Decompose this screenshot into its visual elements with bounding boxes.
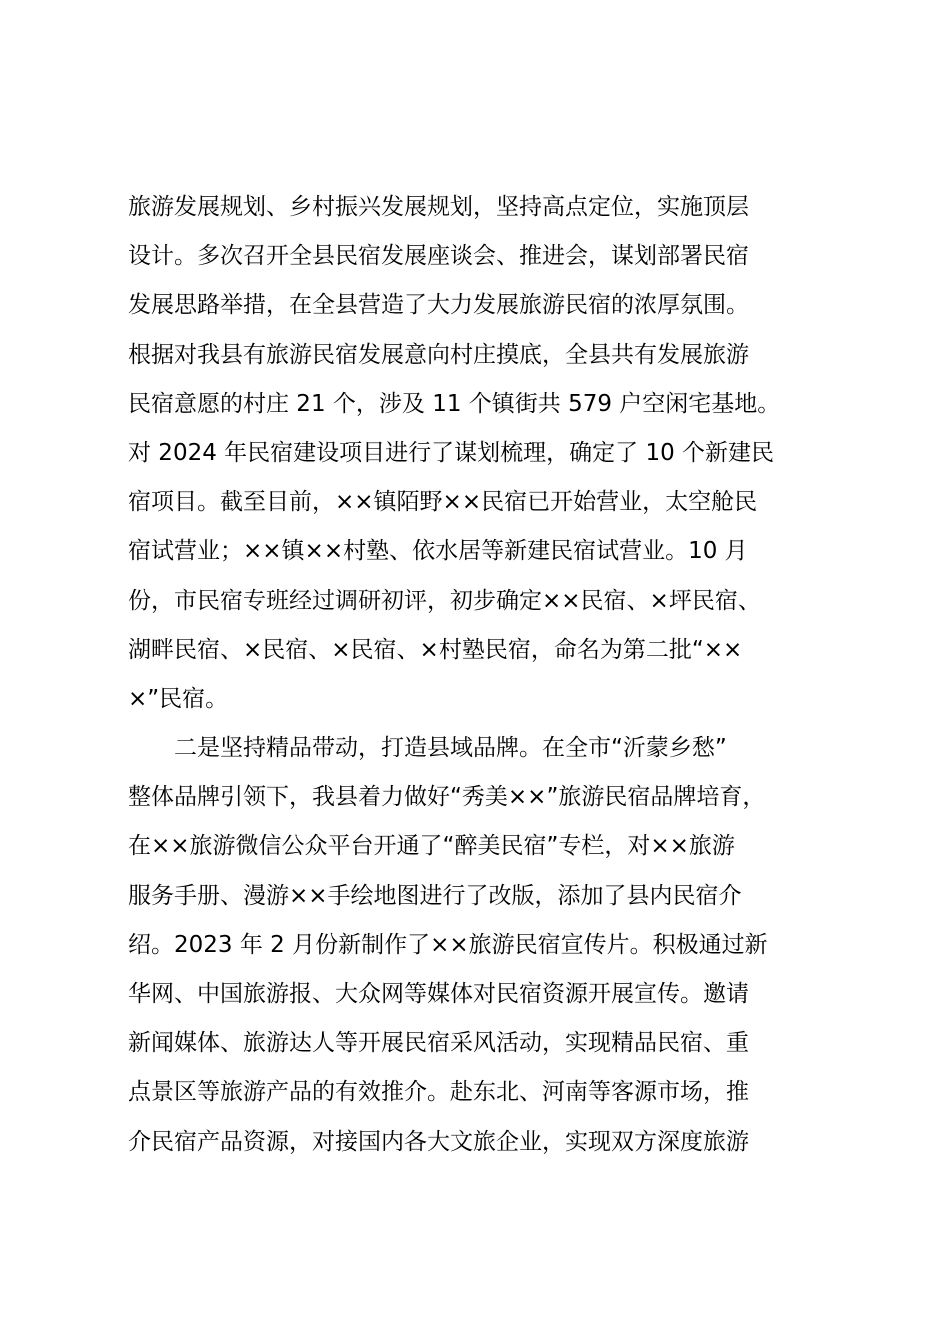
text-line: 设计。多次召开全县民宿发展座谈会、推进会，谋划部署民宿 — [128, 243, 749, 270]
text-line: 宿项目。截至目前，××镇陌野××民宿已开始营业，太空舱民 — [128, 489, 758, 516]
text-line: 绍。2023 年 2 月份新制作了××旅游民宿宣传片。积极通过新 — [128, 931, 768, 958]
text-line: 整体品牌引领下，我县着力做好“秀美××”旅游民宿品牌培育， — [128, 784, 766, 811]
text-line: 宿试营业；××镇××村塾、依水居等新建民宿试营业。10 月 — [128, 538, 748, 565]
text-line: 在××旅游微信公众平台开通了“醉美民宿”专栏，对××旅游 — [128, 833, 735, 860]
text-line: 民宿意愿的村庄 21 个，涉及 11 个镇街共 579 户空闲宅基地。 — [128, 390, 781, 417]
text-line: ×”民宿。 — [128, 685, 229, 712]
text-line: 点景区等旅游产品的有效推介。赴东北、河南等客源市场，推 — [128, 1079, 749, 1106]
text-line: 二是坚持精品带动，打造县域品牌。在全市“沂蒙乡愁” — [128, 735, 727, 762]
text-line: 介民宿产品资源，对接国内各大文旅企业，实现双方深度旅游 — [128, 1128, 749, 1155]
text-line: 服务手册、漫游××手绘地图进行了改版，添加了县内民宿介 — [128, 882, 742, 909]
body-text — [128, 183, 848, 1167]
text-line: 新闻媒体、旅游达人等开展民宿采风活动，实现精品民宿、重 — [128, 1030, 749, 1057]
text-line: 对 2024 年民宿建设项目进行了谋划梳理，确定了 10 个新建民 — [128, 439, 775, 466]
text-line: 份，市民宿专班经过调研初评，初步确定××民宿、×坪民宿、 — [128, 587, 761, 614]
text-line: 发展思路举措，在全县营造了大力发展旅游民宿的浓厚氛围。 — [128, 292, 749, 319]
text-line: 湖畔民宿、×民宿、×民宿、×村塾民宿，命名为第二批“×× — [128, 636, 743, 663]
text-line: 根据对我县有旅游民宿发展意向村庄摸底，全县共有发展旅游 — [128, 341, 749, 368]
text-line: 华网、中国旅游报、大众网等媒体对民宿资源开展宣传。邀请 — [128, 981, 749, 1007]
text-line: 旅游发展规划、乡村振兴发展规划，坚持高点定位，实施顶层 — [128, 194, 749, 220]
